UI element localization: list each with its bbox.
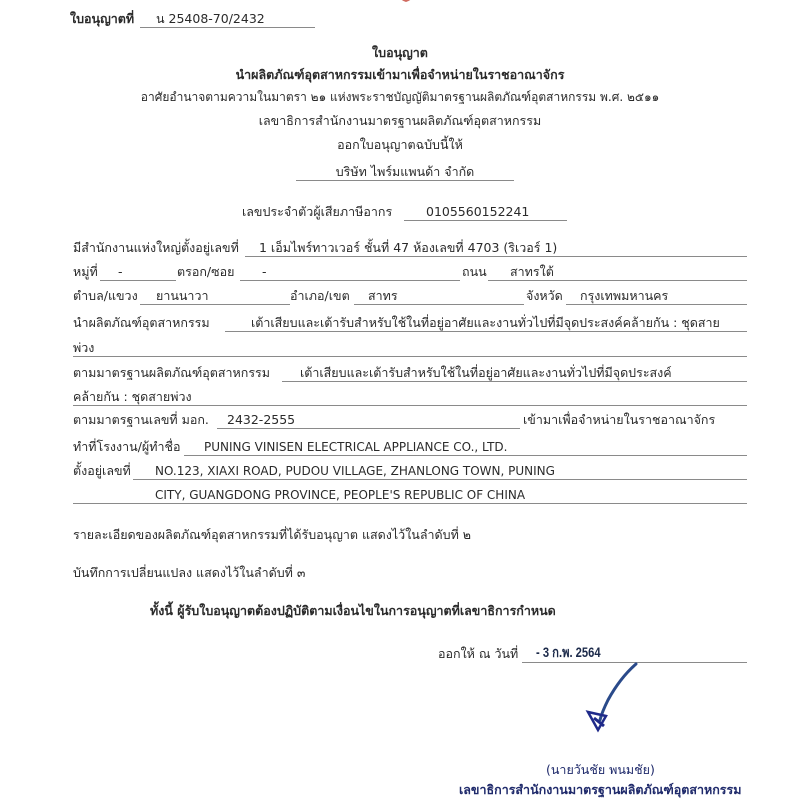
garuda-emblem-icon bbox=[388, 0, 424, 4]
soi-label: ตรอก/ซอย bbox=[177, 264, 235, 279]
hq-value: 1 เอ็มไพร์ทาวเวอร์ ชั้นที่ 47 ห้องเลขที่ 4703 (ริเวอร์ 1) bbox=[245, 240, 747, 257]
company-name: บริษัท ไพร์มแพนด้า จำกัด bbox=[296, 164, 514, 181]
standard-label: ตามมาตรฐานผลิตภัณฑ์อุตสาหกรรม bbox=[73, 365, 270, 380]
province-label: จังหวัด bbox=[526, 288, 563, 303]
maker-address-line1: NO.123, XIAXI ROAD, PUDOU VILLAGE, ZHANLONG TOWN, PUNING bbox=[133, 463, 747, 480]
hq-label: มีสำนักงานแห่งใหญ่ตั้งอยู่เลขที่ bbox=[73, 240, 239, 255]
changes-note: บันทึกการเปลี่ยนแปลง แสดงไว้ในลำดับที่ ๓ bbox=[73, 565, 306, 580]
tis-label: ตามมาตรฐานเลขที่ มอก. bbox=[73, 412, 209, 427]
maker-address-label: ตั้งอยู่เลขที่ bbox=[73, 463, 131, 478]
district-value: สาทร bbox=[354, 288, 524, 305]
road-value: สาทรใต้ bbox=[488, 264, 747, 281]
license-no-label: ใบอนุญาตที่ bbox=[70, 11, 135, 26]
standard-value-line1: เต้าเสียบและเต้ารับสำหรับใช้ในที่อยู่อาศัยและงานทั่วไปที่มีจุดประสงค์ bbox=[282, 365, 747, 382]
doc-title: ใบอนุญาต bbox=[372, 45, 428, 60]
tax-id-value: 0105560152241 bbox=[404, 204, 567, 221]
province-value: กรุงเทพมหานคร bbox=[566, 288, 747, 305]
tis-value: 2432-2555 bbox=[217, 412, 520, 429]
subdistrict-value: ยานนาวา bbox=[140, 288, 290, 305]
import-value-line2: พ่วง bbox=[73, 340, 747, 357]
maker-value: PUNING VINISEN ELECTRICAL APPLIANCE CO., LTD. bbox=[184, 439, 747, 456]
district-label: อำเภอ/เขต bbox=[290, 288, 350, 303]
road-label: ถนน bbox=[462, 264, 487, 279]
issue-to-line: ออกใบอนุญาตฉบับนี้ให้ bbox=[337, 137, 463, 152]
details-note: รายละเอียดของผลิตภัณฑ์อุตสาหกรรมที่ได้รับอนุญาต แสดงไว้ในลำดับที่ ๒ bbox=[73, 527, 472, 542]
import-label: นำผลิตภัณฑ์อุตสาหกรรม bbox=[73, 315, 210, 330]
issue-date-value: - 3 ก.พ. 2564 bbox=[536, 644, 601, 660]
maker-address-line2: CITY, GUANGDONG PROVINCE, PEOPLE'S REPUBLIC OF CHINA bbox=[73, 487, 747, 504]
doc-subtitle: นำผลิตภัณฑ์อุตสาหกรรมเข้ามาเพื่อจำหน่ายในราชอาณาจักร bbox=[235, 67, 565, 82]
moo-label: หมู่ที่ bbox=[73, 264, 98, 279]
condition-note: ทั้งนี้ ผู้รับใบอนุญาตต้องปฏิบัติตามเงื่อนไขในการอนุญาตที่เลขาธิการกำหนด bbox=[150, 603, 556, 618]
subdistrict-label: ตำบล/แขวง bbox=[73, 288, 138, 303]
issue-date-label: ออกให้ ณ วันที่ bbox=[438, 646, 519, 661]
tis-suffix: เข้ามาเพื่อจำหน่ายในราชอาณาจักร bbox=[523, 412, 716, 427]
maker-label: ทำที่โรงงาน/ผู้ทำชื่อ bbox=[73, 439, 181, 454]
signer-name: (นายวันชัย พนมชัย) bbox=[546, 762, 655, 777]
signature-icon bbox=[580, 660, 640, 740]
moo-value: - bbox=[100, 264, 176, 281]
import-value-line1: เต้าเสียบและเต้ารับสำหรับใช้ในที่อยู่อาศัยและงานทั่วไปที่มีจุดประสงค์คล้ายกัน : ชุดสาย bbox=[225, 315, 747, 332]
soi-value: - bbox=[240, 264, 460, 281]
standard-value-line2: คล้ายกัน : ชุดสายพ่วง bbox=[73, 389, 747, 406]
signer-title: เลขาธิการสำนักงานมาตรฐานผลิตภัณฑ์อุตสาหกรรม bbox=[459, 782, 742, 797]
issuer-line: เลขาธิการสำนักงานมาตรฐานผลิตภัณฑ์อุตสาหกรรม bbox=[258, 113, 542, 128]
license-no-value: น 25408-70/2432 bbox=[140, 11, 315, 28]
authority-line: อาศัยอำนาจตามความในมาตรา ๒๑ แห่งพระราชบัญญัติมาตรฐานผลิตภัณฑ์อุตสาหกรรม พ.ศ. ๒๕๑๑ bbox=[140, 90, 660, 104]
tax-id-label: เลขประจำตัวผู้เสียภาษีอากร bbox=[242, 204, 393, 219]
